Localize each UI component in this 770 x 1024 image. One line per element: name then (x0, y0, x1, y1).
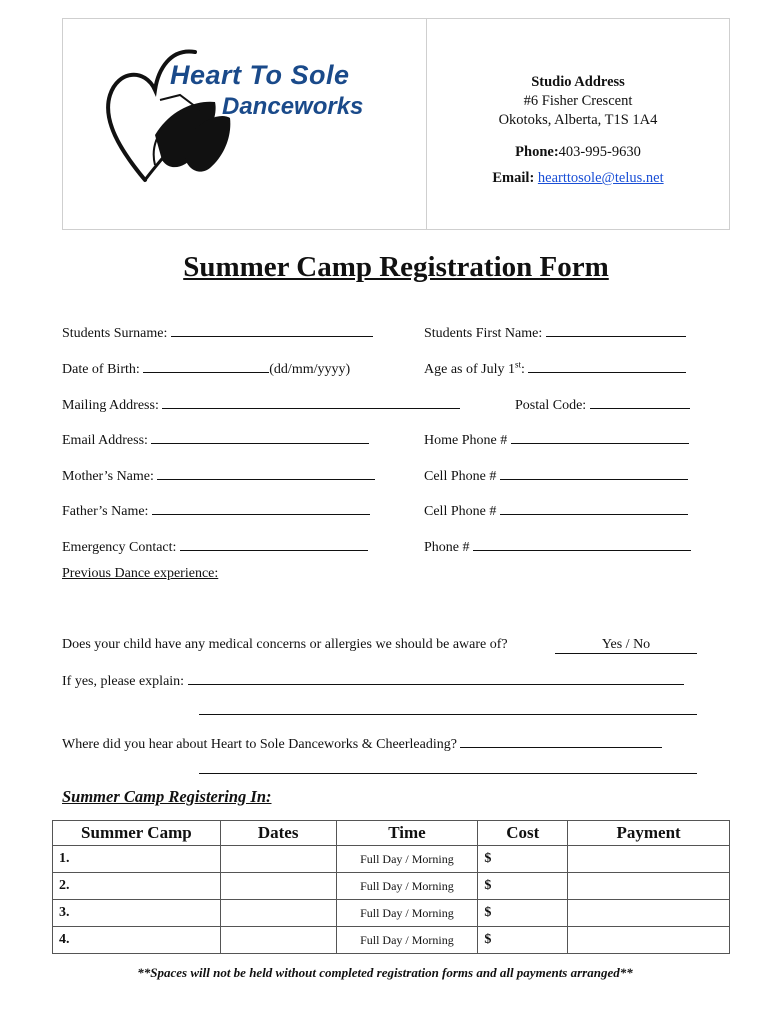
email-address-field[interactable]: Email Address: (62, 429, 369, 449)
camp-table (52, 820, 730, 954)
section-title: Summer Camp Registering In: (62, 787, 272, 806)
studio-address-2: Okotoks, Alberta, T1S 1A4 (498, 112, 658, 128)
logo-text-line2: Danceworks (222, 93, 364, 120)
age-field[interactable]: Age as of July 1st: (424, 358, 686, 378)
first-name-field[interactable]: Students First Name: (424, 322, 686, 342)
surname-field[interactable]: Students Surname: (62, 322, 373, 342)
time-cell[interactable]: Full Day / Morning (336, 873, 478, 900)
emergency-contact-field[interactable]: Emergency Contact: (62, 536, 368, 556)
dates-cell[interactable] (220, 873, 336, 900)
camp-cell[interactable]: 4. (53, 927, 221, 954)
time-cell[interactable]: Full Day / Morning (336, 846, 478, 873)
header-time: Time (336, 821, 478, 846)
dates-cell[interactable] (220, 846, 336, 873)
studio-email: Email: hearttosole@telus.net (492, 170, 664, 186)
cost-cell[interactable]: $ (478, 900, 568, 927)
mailing-address-field[interactable]: Mailing Address: (62, 394, 460, 414)
hear-about-field[interactable]: Where did you hear about Heart to Sole Danceworks & Cheerleading? (62, 733, 662, 753)
payment-cell[interactable] (568, 900, 730, 927)
studio-phone: Phone:403-995-9630 (515, 144, 641, 160)
camp-cell[interactable]: 2. (53, 873, 221, 900)
header-payment: Payment (568, 821, 730, 846)
table-row (53, 900, 730, 927)
dates-cell[interactable] (220, 927, 336, 954)
header-summer-camp: Summer Camp (53, 821, 221, 846)
payment-cell[interactable] (568, 873, 730, 900)
table-row (53, 846, 730, 873)
studio-address-1: #6 Fisher Crescent (523, 93, 633, 109)
header-dates: Dates (220, 821, 336, 846)
header-divider (426, 18, 427, 230)
logo-text-line1: Heart To Sole (170, 60, 350, 90)
payment-cell[interactable] (568, 846, 730, 873)
medical-question: Does your child have any medical concerns or allergies we should be aware of? (62, 637, 508, 652)
postal-code-field[interactable]: Postal Code: (515, 394, 690, 414)
email-link[interactable]: hearttosole@telus.net (537, 170, 664, 186)
cost-cell[interactable]: $ (478, 846, 568, 873)
camp-cell[interactable]: 1. (53, 846, 221, 873)
camp-cell[interactable]: 3. (53, 900, 221, 927)
dates-cell[interactable] (220, 900, 336, 927)
mother-cell-field[interactable]: Cell Phone # (424, 465, 688, 485)
table-header-row (53, 821, 730, 846)
table-row (53, 927, 730, 954)
table-row (53, 873, 730, 900)
footer-note: **Spaces will not be held without completed registration forms and all payments arranged** (137, 965, 633, 980)
page-title: Summer Camp Registration Form (183, 251, 609, 283)
header-cost: Cost (478, 821, 568, 846)
previous-dance-label: Previous Dance experience: (62, 566, 219, 581)
dob-field[interactable]: Date of Birth: (dd/mm/yyyy) (62, 358, 350, 378)
hear-about-field-line2[interactable] (199, 759, 697, 779)
father-name-field[interactable]: Father’s Name: (62, 500, 370, 520)
cost-cell[interactable]: $ (478, 927, 568, 954)
payment-cell[interactable] (568, 927, 730, 954)
home-phone-field[interactable]: Home Phone # (424, 429, 689, 449)
explain-field-line2[interactable] (199, 700, 697, 720)
mother-name-field[interactable]: Mother’s Name: (62, 465, 375, 485)
studio-heading: Studio Address (531, 74, 625, 90)
cost-cell[interactable]: $ (478, 873, 568, 900)
father-cell-field[interactable]: Cell Phone # (424, 500, 688, 520)
yes-no-field[interactable]: Yes / No (555, 637, 697, 654)
explain-field[interactable]: If yes, please explain: (62, 670, 684, 690)
time-cell[interactable]: Full Day / Morning (336, 927, 478, 954)
time-cell[interactable]: Full Day / Morning (336, 900, 478, 927)
emergency-phone-field[interactable]: Phone # (424, 536, 691, 556)
